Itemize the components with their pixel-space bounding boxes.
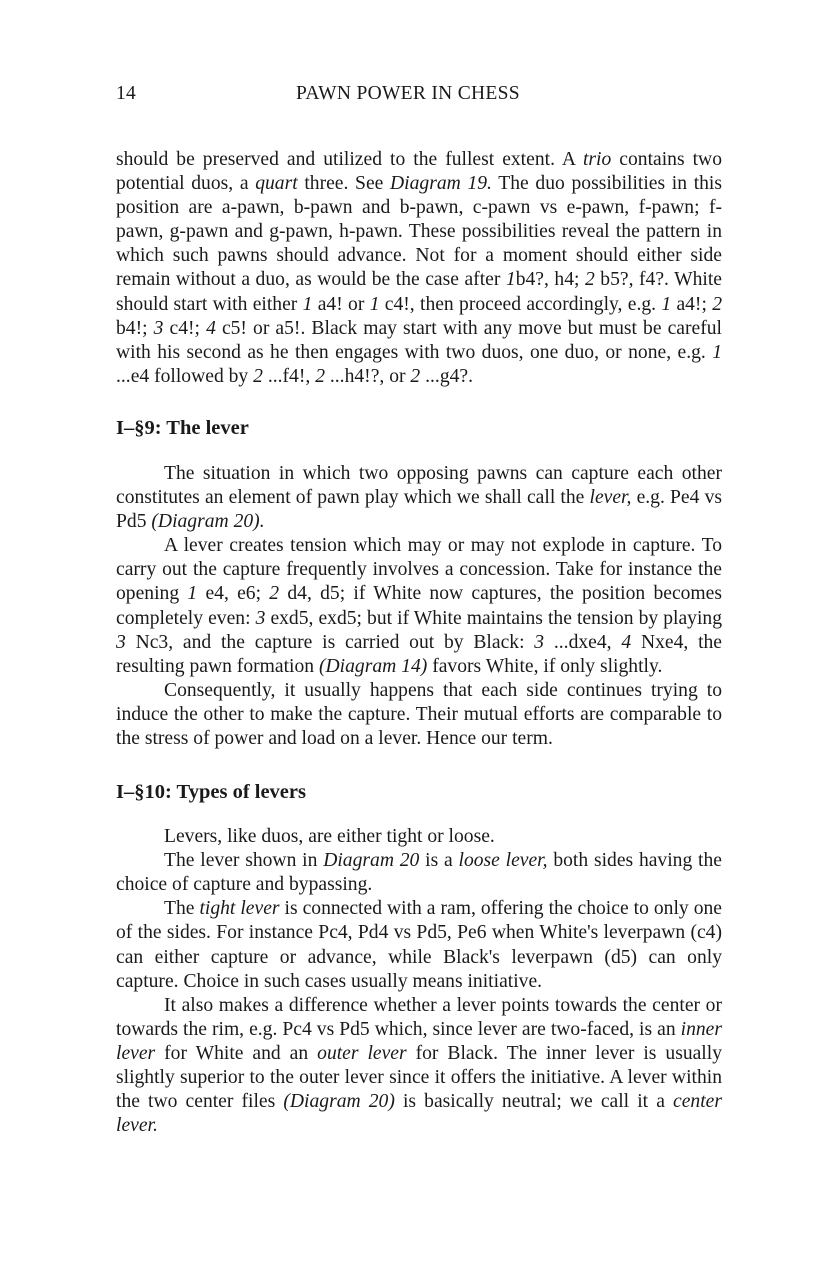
italic-run: trio: [582, 149, 612, 170]
text-run: Nxe4, the resulting pawn formation: [116, 631, 723, 677]
text-run: b5?, f4?. White should start with either: [116, 269, 722, 315]
italic-run: (Diagram 20): [283, 1091, 395, 1113]
italic-run: (Diagram 14): [318, 655, 428, 677]
italic-run: 3: [255, 607, 266, 629]
section-heading-lever: I–§9: The lever: [116, 416, 249, 439]
italic-run: 2: [712, 293, 722, 315]
text-run: both sides having the choice of capture and bypassing.: [116, 850, 722, 896]
paragraph-loose-lever: [116, 849, 722, 897]
text-run: favors White, if only slightly.: [427, 655, 663, 677]
italic-run: 2: [269, 583, 280, 605]
italic-run: 2: [584, 269, 595, 291]
text-run: a4!;: [671, 293, 713, 315]
italic-run: outer lever: [317, 1042, 407, 1064]
italic-run: 2: [253, 365, 263, 387]
page-header: [0, 83, 838, 109]
paragraph-inner-outer-lever: [116, 994, 722, 1139]
italic-run: 2: [315, 365, 325, 387]
italic-run: (Diagram 20).: [151, 511, 265, 533]
paragraph-duos-continued: [116, 148, 722, 389]
text-run: The duo possibilities in this position are a-pawn, b-pawn and b-pawn, c-pawn vs e-pawn, f-pawn; f-pawn, g-pawn and g-pawn, h-pawn. These possibilities reveal the pattern in which such pawns should advance. Not for a moment should either side remain without a duo, as would be the case after: [116, 173, 723, 291]
italic-run: 3: [534, 631, 545, 653]
paragraph-lever-definition: [116, 462, 722, 534]
italic-run: quart: [255, 173, 298, 195]
text-run: three. See: [297, 173, 391, 195]
text-run: ...dxe4,: [544, 631, 622, 653]
italic-run: tight lever: [199, 898, 280, 920]
text-run: e.g. Pe4 vs Pd5: [116, 487, 722, 533]
text-run: Consequently, it usually happens that each side continues trying to induce the other to make the capture. Their mutual efforts are comparable to the stress of power and load on a lever. Hence our term.: [116, 679, 722, 749]
text-run: Levers, like duos, are either tight or loose.: [164, 826, 495, 848]
paragraph-lever-consequently: [116, 679, 722, 751]
text-run: A lever creates tension which may or may not explode in capture. To carry out the capture frequently involves a concession. Take for instance the opening: [116, 535, 722, 605]
italic-run: 3: [116, 631, 126, 653]
italic-run: 1: [187, 583, 198, 605]
text-run: should be preserved and utilized to the fullest extent. A: [116, 149, 583, 170]
paragraph-tight-lever: [116, 897, 722, 993]
text-run: ...e4 followed by: [116, 365, 254, 387]
italic-run: 1: [505, 269, 516, 291]
italic-run: center lever.: [116, 1091, 722, 1137]
text-run: is a: [419, 850, 459, 872]
text-run: is connected with a ram, offering the choice to only one of the sides. For instance Pc4, Pd4 vs Pd5, Pe6 when White's leverpawn (c4) can either capture or advance, while Black's leverpawn (d5) can only capture. Choice in such cases usually means initiative.: [116, 898, 722, 992]
text-run: c4!, then proceed accordingly, e.g.: [379, 293, 662, 315]
paragraph-lever-tension: [116, 534, 722, 679]
paragraph-tight-or-loose: [116, 825, 722, 849]
text-run: Nc3, and the capture is carried out by Black:: [125, 631, 535, 653]
text-run: for White and an: [155, 1042, 318, 1064]
italic-run: Diagram 20: [323, 850, 420, 872]
text-run: The lever shown in: [164, 850, 324, 872]
text-run: ...f4!,: [262, 365, 316, 387]
running-title: PAWN POWER IN CHESS: [296, 83, 520, 104]
text-run: contains two potential duos, a: [116, 149, 723, 195]
text-run: d4, d5; if White now captures, the position becomes completely even:: [116, 583, 722, 629]
text-run: b4?, h4;: [515, 269, 585, 291]
italic-run: 4: [621, 631, 632, 653]
text-run: ...g4?.: [420, 365, 474, 387]
italic-run: 1: [369, 293, 380, 315]
text-run: for Black. The inner lever is usually slightly superior to the outer lever since it offers the initiative. A lever within the two center files: [116, 1042, 722, 1113]
italic-run: lever,: [589, 487, 632, 509]
text-run: is basically neutral; we call it a: [394, 1091, 674, 1113]
text-run: a4! or: [312, 293, 370, 315]
page-body: [116, 148, 722, 1138]
text-run: e4, e6;: [197, 583, 270, 605]
text-run: exd5, exd5; but if White maintains the tension by playing: [265, 607, 723, 629]
text-run: ...h4!?, or: [324, 365, 411, 387]
italic-run: 3: [153, 317, 164, 339]
text-run: It also makes a difference whether a lever points towards the center or towards the rim, e.g. Pc4 vs Pd5 which, since lever are two-faced, is an: [116, 994, 722, 1040]
italic-run: 4: [206, 317, 216, 339]
italic-run: 1: [712, 341, 722, 363]
text-run: b4!;: [116, 317, 154, 339]
italic-run: loose lever,: [458, 850, 548, 872]
italic-run: 1: [661, 293, 672, 315]
italic-run: inner lever: [116, 1018, 722, 1064]
text-run: The: [164, 898, 200, 920]
section-heading-types-of-levers: I–§10: Types of levers: [116, 781, 306, 804]
text-run: c4!;: [163, 317, 207, 339]
italic-run: Diagram 19.: [390, 173, 492, 195]
page-number: 14: [116, 83, 137, 104]
text-run: The situation in which two opposing pawns can capture each other constitutes an element of pawn play which we shall call the: [116, 462, 722, 509]
text-run: c5! or a5!. Black may start with any move but must be careful with his second as he then engages with two duos, one duo, or none, e.g.: [116, 317, 722, 363]
italic-run: 2: [410, 365, 421, 387]
italic-run: 1: [302, 293, 313, 315]
